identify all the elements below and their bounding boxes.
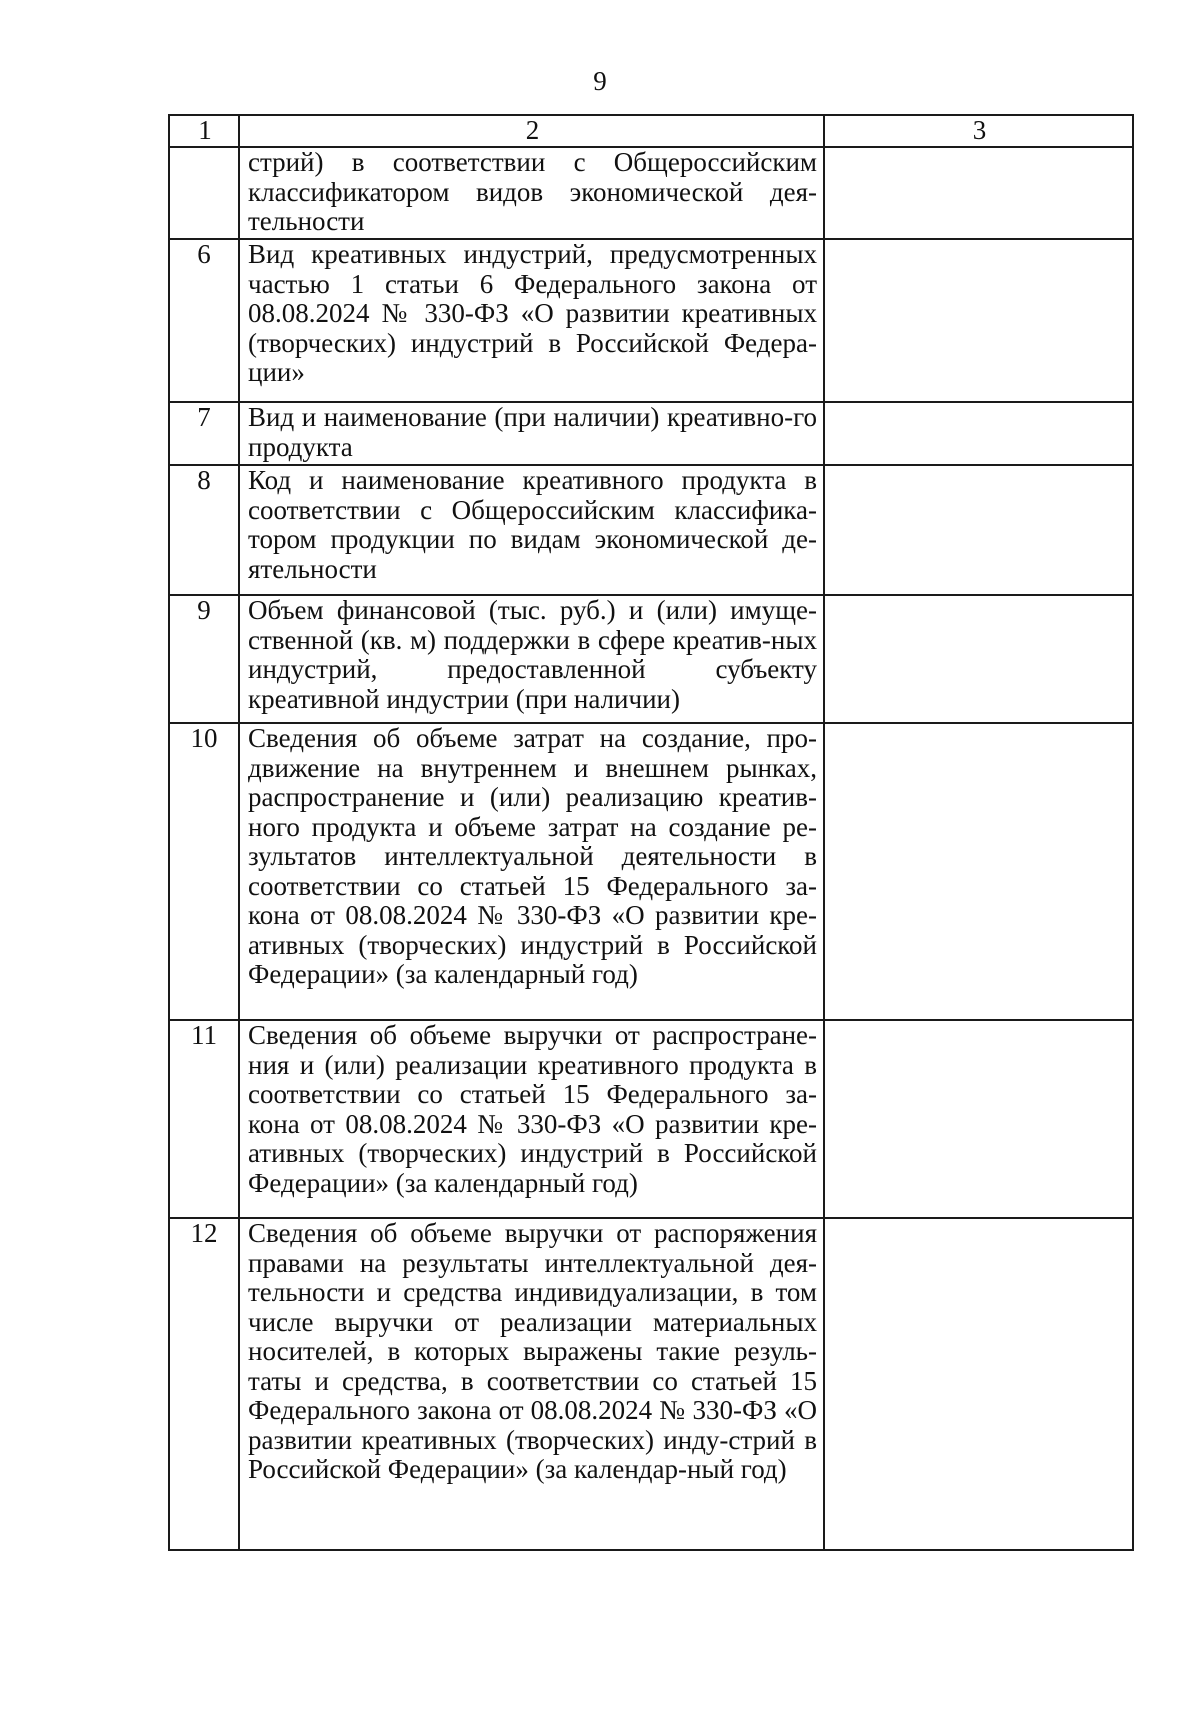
table-row <box>169 723 1133 1020</box>
row-number: 8 <box>169 465 239 595</box>
column-header-2: 2 <box>239 115 824 147</box>
row-description: Вид и наименование (при наличии) креативно-го продукта <box>239 402 824 465</box>
table-row <box>169 595 1133 723</box>
row-description: Сведения об объеме выручки от распростране-ния и (или) реализации креативного продукта в соответствии со статьей 15 Федерального за-кона от 08.08.2024 № 330-ФЗ «О развитии кре-ативных (творческих) индустрий в Российской Федерации» (за календарный год) <box>239 1020 824 1218</box>
row-number: 6 <box>169 239 239 402</box>
column-header-3: 3 <box>824 115 1133 147</box>
row-value-cell <box>824 147 1133 239</box>
table-row <box>169 1020 1133 1218</box>
row-description: Сведения об объеме затрат на создание, про-движение на внутреннем и внешнем рынках, распространение и (или) реализацию креатив-ного продукта и объеме затрат на создание ре-зультатов интеллектуальной деятельности в соответствии со статьей 15 Федерального за-кона от 08.08.2024 № 330-ФЗ «О развитии кре-ативных (творческих) индустрий в Российской Федерации» (за календарный год) <box>239 723 824 1020</box>
page-number: 9 <box>593 66 607 96</box>
column-header-1: 1 <box>169 115 239 147</box>
table-row <box>169 239 1133 402</box>
row-value-cell <box>824 595 1133 723</box>
row-number: 12 <box>169 1218 239 1550</box>
row-value-cell <box>824 465 1133 595</box>
row-value-cell <box>824 1218 1133 1550</box>
row-number: 9 <box>169 595 239 723</box>
table-row <box>169 147 1133 239</box>
row-value-cell <box>824 1020 1133 1218</box>
row-number <box>169 147 239 239</box>
row-value-cell <box>824 239 1133 402</box>
row-value-cell <box>824 402 1133 465</box>
row-description: Объем финансовой (тыс. руб.) и (или) имуще-ственной (кв. м) поддержки в сфере креатив-ных индустрий, предоставленной субъекту креативной индустрии (при наличии) <box>239 595 824 723</box>
row-value-cell <box>824 723 1133 1020</box>
row-number: 7 <box>169 402 239 465</box>
row-number: 10 <box>169 723 239 1020</box>
row-number: 11 <box>169 1020 239 1218</box>
row-description: Сведения об объеме выручки от распоряжения правами на результаты интеллектуальной дея-тельности и средства индивидуализации, в том числе выручки от реализации материальных носителей, в которых выражены такие резуль-таты и средства, в соответствии со статьей 15 Федерального закона от 08.08.2024 № 330-ФЗ «О развитии креативных (творческих) инду-стрий в Российской Федерации» (за календар-ный год) <box>239 1218 824 1550</box>
row-description: стрий) в соответствии с Общероссийским классификатором видов экономической дея-тельности <box>239 147 824 239</box>
row-description: Код и наименование креативного продукта в соответствии с Общероссийским классифика-тором продукции по видам экономической де-ятельности <box>239 465 824 595</box>
row-description: Вид креативных индустрий, предусмотренных частью 1 статьи 6 Федерального закона от 08.08.2024 № 330-ФЗ «О развитии креативных (творческих) индустрий в Российской Федера-ции» <box>239 239 824 402</box>
document-table <box>168 114 1134 1551</box>
table-header-row <box>169 115 1133 147</box>
table-row <box>169 402 1133 465</box>
table-row <box>169 465 1133 595</box>
table-row <box>169 1218 1133 1550</box>
